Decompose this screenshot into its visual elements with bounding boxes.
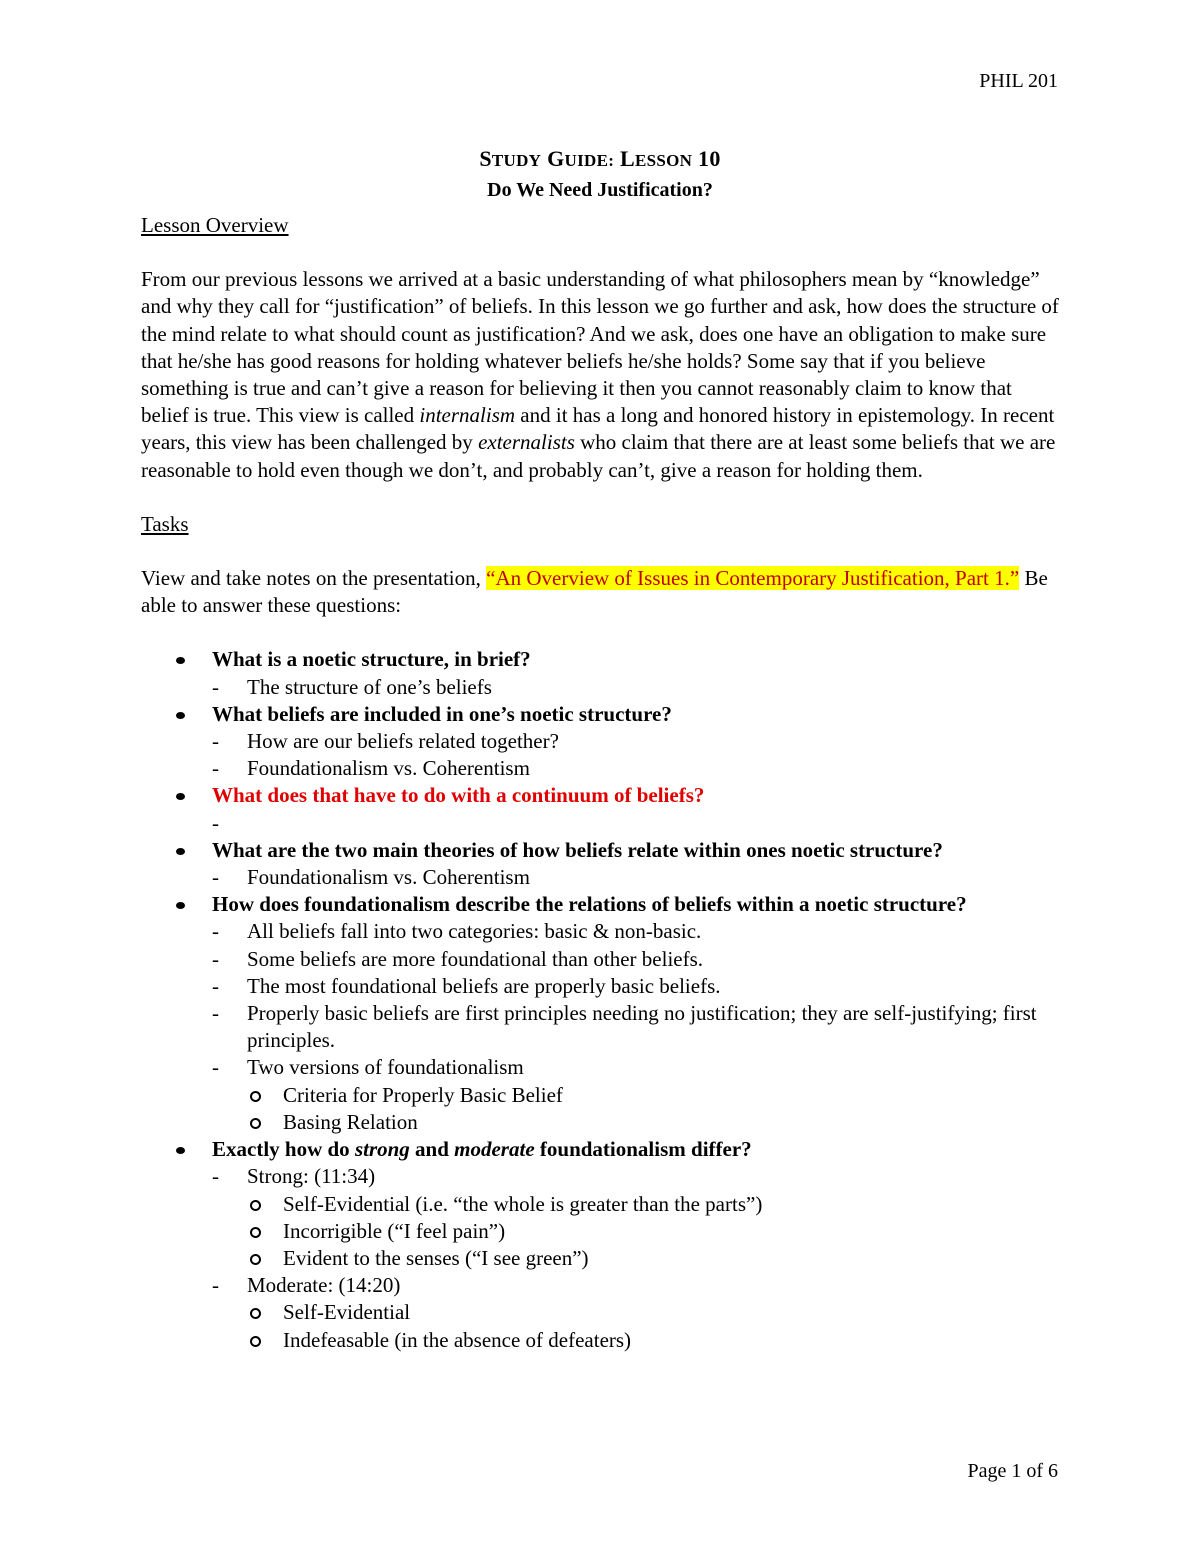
sub-answer-item: Basing Relation — [247, 1109, 1061, 1136]
question-text: What beliefs are included in one’s noetic structure? — [212, 701, 672, 726]
question-item — [141, 701, 1061, 783]
circle-bullet-icon — [250, 1200, 261, 1211]
course-code: PHIL 201 — [979, 70, 1058, 92]
bullet-icon — [176, 1147, 185, 1154]
question-item — [141, 782, 1061, 836]
presentation-title: “An Overview of Issues in Contemporary Justification, Part 1.” — [486, 566, 1020, 591]
answer-item: - All beliefs fall into two categories: basic & non-basic. — [212, 919, 702, 944]
sub-answer-item: Evident to the senses (“I see green”) — [247, 1245, 1061, 1272]
answer-item: - Strong: (11:34) Self-Evidential (i.e. “the whole is greater than the parts”) Incorrigible (“I feel pain”) Evident to the senses (“I see green”) — [212, 1163, 1061, 1272]
page-title: STUDY GUIDE: LESSON 10 — [479, 146, 721, 171]
bullet-icon — [176, 793, 185, 800]
answer-item: - Properly basic beliefs are first principles needing no justification; they are self-justifying; first principles. — [212, 1001, 1037, 1053]
circle-bullet-icon — [250, 1227, 261, 1238]
answer-item: - Some beliefs are more foundational than other beliefs. — [212, 946, 704, 971]
document-body — [141, 212, 1061, 1354]
overview-paragraph: From our previous lessons we arrived at a basic understanding of what philosophers mean by “knowledge” and why they call for “justification” of beliefs. In this lesson we go further and ask, how does the structure of the mind relate to what should count as justification? And we ask, does one have an obligation to make sure that he/she has good reasons for holding whatever beliefs he/she holds? Some say that if you believe something is true and can’t give a reason for believing it then you cannot reasonably claim to know that belief is true. This view is called internalism and it has a long and honored history in epistemology. In recent years, this view has been challenged by externalists who claim that there are at least some beliefs that we are reasonable to hold even though we don’t, and probably can’t, give a reason for holding them. — [141, 267, 1059, 482]
question-text: How does foundationalism describe the relations of beliefs within a noetic structure? — [212, 892, 967, 917]
title-block — [0, 145, 1200, 205]
bullet-icon — [176, 712, 185, 719]
answer-item: - The structure of one’s beliefs — [212, 674, 492, 699]
answer-item: - Moderate: (14:20) Self-Evidential Indefeasable (in the absence of defeaters) — [212, 1272, 1061, 1354]
sub-answer-item: Self-Evidential — [247, 1299, 1061, 1326]
page-subtitle: Do We Need Justification? — [487, 179, 713, 201]
sub-answer-item: Incorrigible (“I feel pain”) — [247, 1218, 1061, 1245]
answer-item: - Two versions of foundationalism Criteria for Properly Basic Belief Basing Relation — [212, 1054, 1061, 1136]
sub-answer-item: Indefeasable (in the absence of defeaters) — [247, 1327, 1061, 1354]
question-text: Exactly how do strong and moderate foundationalism differ? — [212, 1137, 752, 1162]
question-item — [141, 1136, 1061, 1354]
question-text: What is a noetic structure, in brief? — [212, 647, 531, 672]
bullet-icon — [176, 657, 185, 664]
sub-answer-item: Self-Evidential (i.e. “the whole is greater than the parts”) — [247, 1191, 1061, 1218]
overview-heading: Lesson Overview — [141, 213, 289, 237]
circle-bullet-icon — [250, 1254, 261, 1265]
bullet-icon — [176, 902, 185, 909]
bullet-icon — [176, 848, 185, 855]
circle-bullet-icon — [250, 1091, 261, 1102]
answer-item: - — [212, 810, 219, 835]
circle-bullet-icon — [250, 1118, 261, 1129]
circle-bullet-icon — [250, 1336, 261, 1347]
question-list — [141, 646, 1061, 1353]
circle-bullet-icon — [250, 1308, 261, 1319]
tasks-heading: Tasks — [141, 511, 189, 536]
question-item — [141, 646, 1061, 700]
answer-item: - How are our beliefs related together? — [212, 729, 559, 754]
sub-answer-item: Criteria for Properly Basic Belief — [247, 1082, 1061, 1109]
question-item — [141, 891, 1061, 1136]
question-text-highlighted: What does that have to do with a continuum of beliefs? — [212, 783, 705, 808]
answer-item: - The most foundational beliefs are properly basic beliefs. — [212, 973, 721, 998]
question-item — [141, 837, 1061, 891]
page-number: Page 1 of 6 — [967, 1460, 1058, 1482]
answer-item: - Foundationalism vs. Coherentism — [212, 756, 530, 781]
answer-item: - Foundationalism vs. Coherentism — [212, 865, 530, 890]
tasks-intro: View and take notes on the presentation, “An Overview of Issues in Contemporary Justification, Part 1.” Be able to answer these questions: — [141, 566, 1048, 618]
question-text: What are the two main theories of how beliefs relate within ones noetic structure? — [212, 837, 943, 862]
